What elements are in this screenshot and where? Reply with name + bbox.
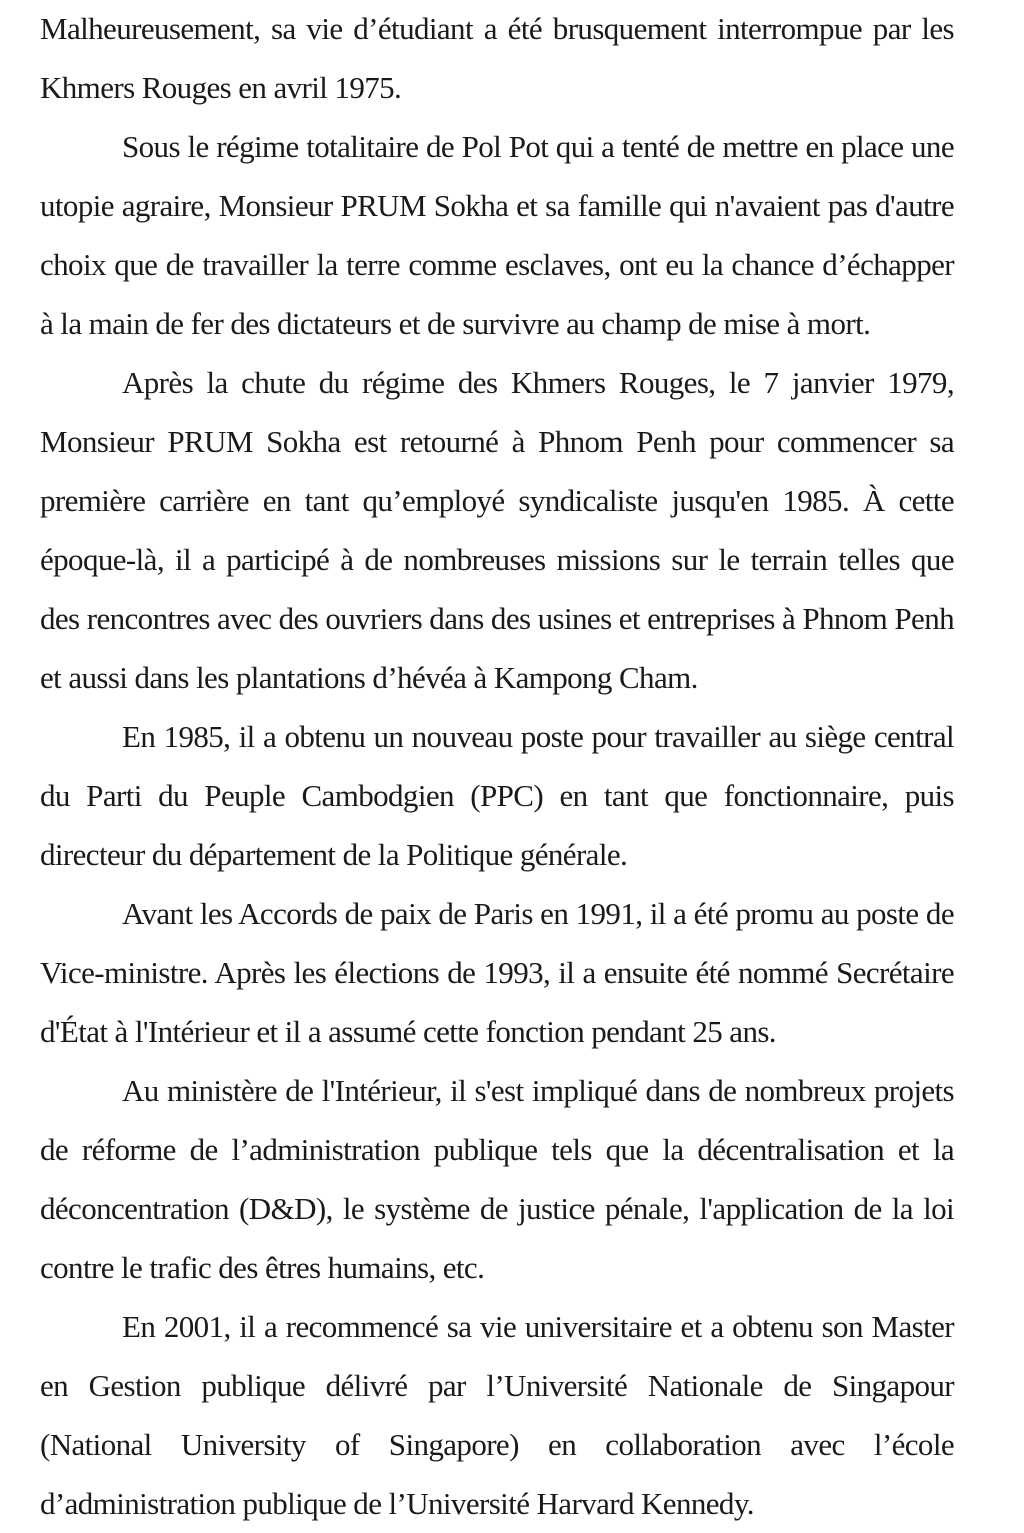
- paragraph-master-degree: En 2001, il a recommencé sa vie universitaire et a obtenu son Master en Gestion publique délivré par l’Université Nationale de Singapour (National University of Singapore) en collaboration avec l’école d’administration publique de l’Université Harvard Kennedy.: [40, 1309, 954, 1521]
- paragraph-ministry-interior: Au ministère de l'Intérieur, il s'est impliqué dans de nombreux projets de réforme de l’administration publique tels que la décentralisation et la déconcentration (D&D), le système de justice pénale, l'application de la loi contre le trafic des êtres humains, etc.: [40, 1073, 954, 1285]
- document-page: [40, 0, 954, 1533]
- paragraph-khmer-rouge-regime: Sous le régime totalitaire de Pol Pot qui a tenté de mettre en place une utopie agraire, Monsieur PRUM Sokha et sa famille qui n'avaient pas d'autre choix que de travailler la terre comme esclaves, ont eu la chance d’échapper à la main de fer des dictateurs et de survivre au champ de mise à mort.: [40, 129, 954, 341]
- paragraph-vice-minister: Avant les Accords de paix de Paris en 1991, il a été promu au poste de Vice-ministre. Après les élections de 1993, il a ensuite été nommé Secrétaire d'État à l'Intérieur et il a assumé cette fonction pendant 25 ans.: [40, 896, 954, 1049]
- paragraph-first-career: Après la chute du régime des Khmers Rouges, le 7 janvier 1979, Monsieur PRUM Sokha est retourné à Phnom Penh pour commencer sa première carrière en tant qu’employé syndicaliste jusqu'en 1985. À cette époque-là, il a participé à de nombreuses missions sur le terrain telles que des rencontres avec des ouvriers dans des usines et entreprises à Phnom Penh et aussi dans les plantations d’hévéa à Kampong Cham.: [40, 365, 954, 695]
- paragraph-ppc-post: En 1985, il a obtenu un nouveau poste pour travailler au siège central du Parti du Peuple Cambodgien (PPC) en tant que fonctionnaire, puis directeur du département de la Politique générale.: [40, 719, 954, 872]
- paragraph-continuation: Malheureusement, sa vie d’étudiant a été brusquement interrompue par les Khmers Rouges en avril 1975.: [40, 11, 954, 105]
